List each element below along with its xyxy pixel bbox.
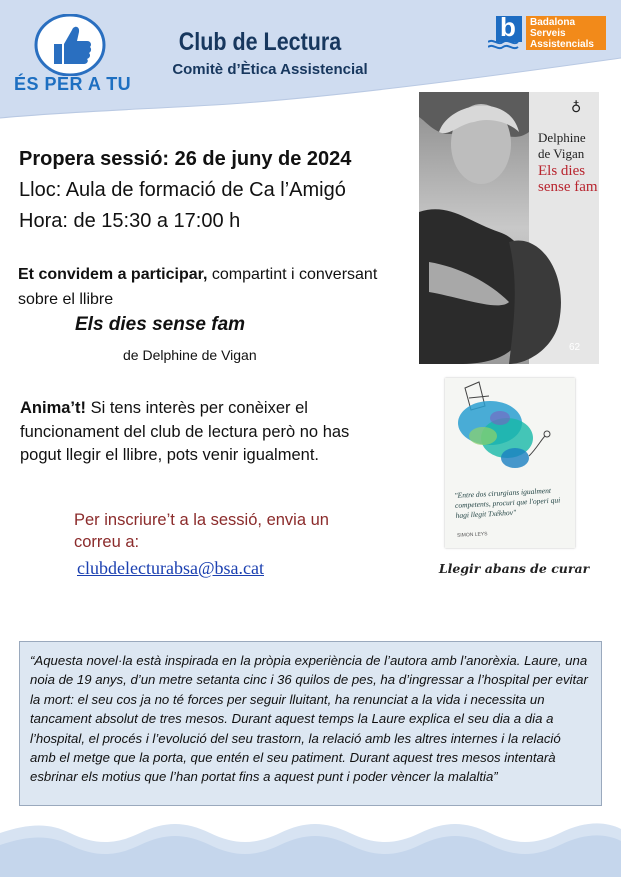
series-quote: "Entre dos cirurgians igualment competents, procuri que l'operi qui hagi llegit Txékhov" <box>454 485 561 520</box>
thumbs-up-icon <box>34 14 106 76</box>
cover-title-line-2: sense fam <box>538 179 598 195</box>
footer-waves <box>0 815 621 877</box>
register-text: Per inscriure’t a la sessió, envia un correu a: <box>74 511 329 551</box>
encourage-text <box>20 397 365 468</box>
session-time: Hora: de 15:30 a 17:00 h <box>19 210 241 232</box>
page-subtitle: Comitè d’Ètica Assistencial <box>172 61 368 78</box>
page-title: Club de Lectura <box>178 28 342 56</box>
series-cover <box>445 378 575 548</box>
series-caption: Llegir abans de curar <box>438 561 590 576</box>
synopsis-box: “Aquesta novel·la està inspirada en la pròpia experiència de l’autora amb l’anorèxia. Laure, una noia de 19 anys, d’un metre setanta cinc i 36 quilos de pes, ha d’ingressar a l’hospital per evitar la mort: el seu cos ja no té forces per seguir lluitant, ha renunciat a la vida i necessita un tancament absolut de tres mesos. Durant aquest temps la Laure explica el seu dia a dia a l’hospital, el procés i l’evolució del seu trastorn, la relació amb les altres internes i la relació amb el metge que la porta, que entén el seu patiment. Durant aquest tres mesos intentarà esbrinar els motius que l’han portat fins a aquest punt i poder vèncer la malaltia” <box>19 641 602 806</box>
encourage-bold: Anima’t! <box>20 399 86 417</box>
session-place: Lloc: Aula de formació de Ca l’Amigó <box>19 179 346 201</box>
book-title: Els dies sense fam <box>75 314 246 335</box>
partner-logo-text <box>526 16 606 50</box>
cover-author-line-1: Delphine <box>538 130 586 145</box>
email-link[interactable]: clubdelecturabsa@bsa.cat <box>77 558 264 578</box>
invite-rest: compartint i conversant sobre el llibre <box>18 266 378 308</box>
book-cover <box>419 92 599 364</box>
cover-number: 62 <box>569 342 581 353</box>
book-author: de Delphine de Vigan <box>123 347 257 363</box>
watercolor-chair-illustration <box>445 378 575 488</box>
logo-text: ÉS PER A TU <box>14 74 132 94</box>
invite-bold: Et convidem a participar, <box>18 266 208 283</box>
partner-line-1: Badalona <box>530 17 576 28</box>
encourage-rest: Si tens interès per conèixer el funcionament del club de lectura però no has pogut llegir el llibre, pots venir igualment. <box>20 399 350 464</box>
session-date: Propera sessió: 26 de juny de 2024 <box>19 148 352 170</box>
partner-line-2: Serveis <box>530 28 566 39</box>
publisher-mark-icon: ♁ <box>571 101 582 116</box>
cover-author-line-2: de Vigan <box>538 146 585 161</box>
partner-line-3: Assistencials <box>530 39 594 50</box>
series-signature: SIMON LEYS <box>456 531 488 539</box>
invite-text <box>18 262 398 312</box>
cover-title-line-1: Els dies <box>538 163 586 179</box>
cover-title <box>538 163 598 195</box>
partner-logo-letter: b <box>500 12 516 42</box>
partner-wave-icon <box>488 36 524 50</box>
cover-author <box>538 130 586 162</box>
